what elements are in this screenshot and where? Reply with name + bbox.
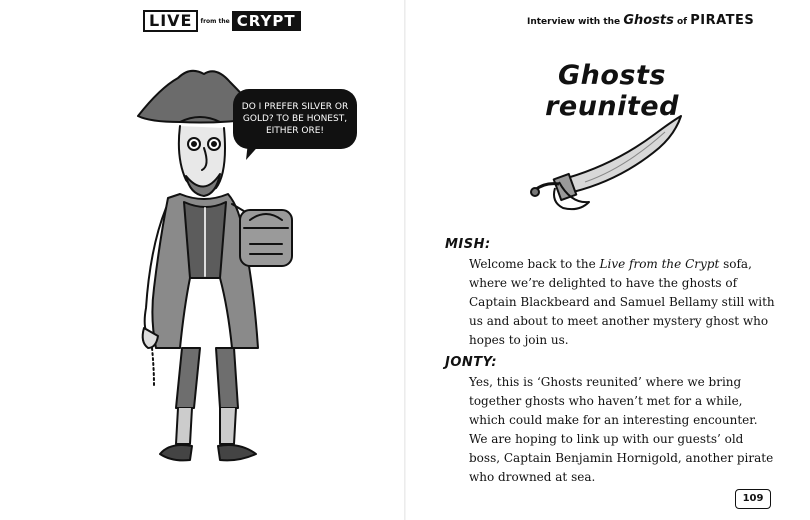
running-head-prefix: Interview with the	[527, 17, 621, 27]
running-head-pirates: PIRATES	[690, 13, 755, 28]
cutlass-icon	[525, 112, 685, 222]
mish-text-1: Welcome back to the	[469, 257, 600, 271]
running-head-of: of	[677, 17, 688, 27]
running-head	[527, 13, 754, 28]
dialogue-mish	[469, 255, 775, 350]
speech-bubble: DO I PREFER SILVER OR GOLD? TO BE HONEST, EITHER ORE!	[233, 89, 357, 149]
live-from-the-crypt-logo	[143, 10, 301, 32]
dialogue-jonty: Yes, this is ‘Ghosts reunited’ where we bring together ghosts who haven’t met for a while, which could make for an interesting encounter. We are hoping to link up with our guests’ old boss, Captain Benjamin Hornigold, another pirate who drowned at sea.	[469, 375, 774, 484]
speaker-mish: MISH:	[445, 237, 491, 252]
logo-crypt: CRYPT	[232, 11, 301, 31]
page-title: Ghosts reunited	[545, 60, 679, 122]
logo-live: LIVE	[143, 10, 198, 32]
running-head-ghosts: Ghosts	[623, 13, 674, 28]
logo-from-the: from the	[200, 17, 230, 25]
show-name-italic: Live from the Crypt	[599, 257, 720, 271]
page-number: 109	[735, 489, 771, 509]
page-gutter	[404, 0, 406, 520]
speech-bubble-tail	[244, 142, 266, 162]
speaker-jonty: JONTY:	[445, 355, 498, 370]
mish-text-2: sofa, where we’re delighted to have the ghosts of Captain Blackbeard and Samuel Bellamy still with us and about to meet another mystery ghost who hopes to join us.	[469, 257, 775, 347]
